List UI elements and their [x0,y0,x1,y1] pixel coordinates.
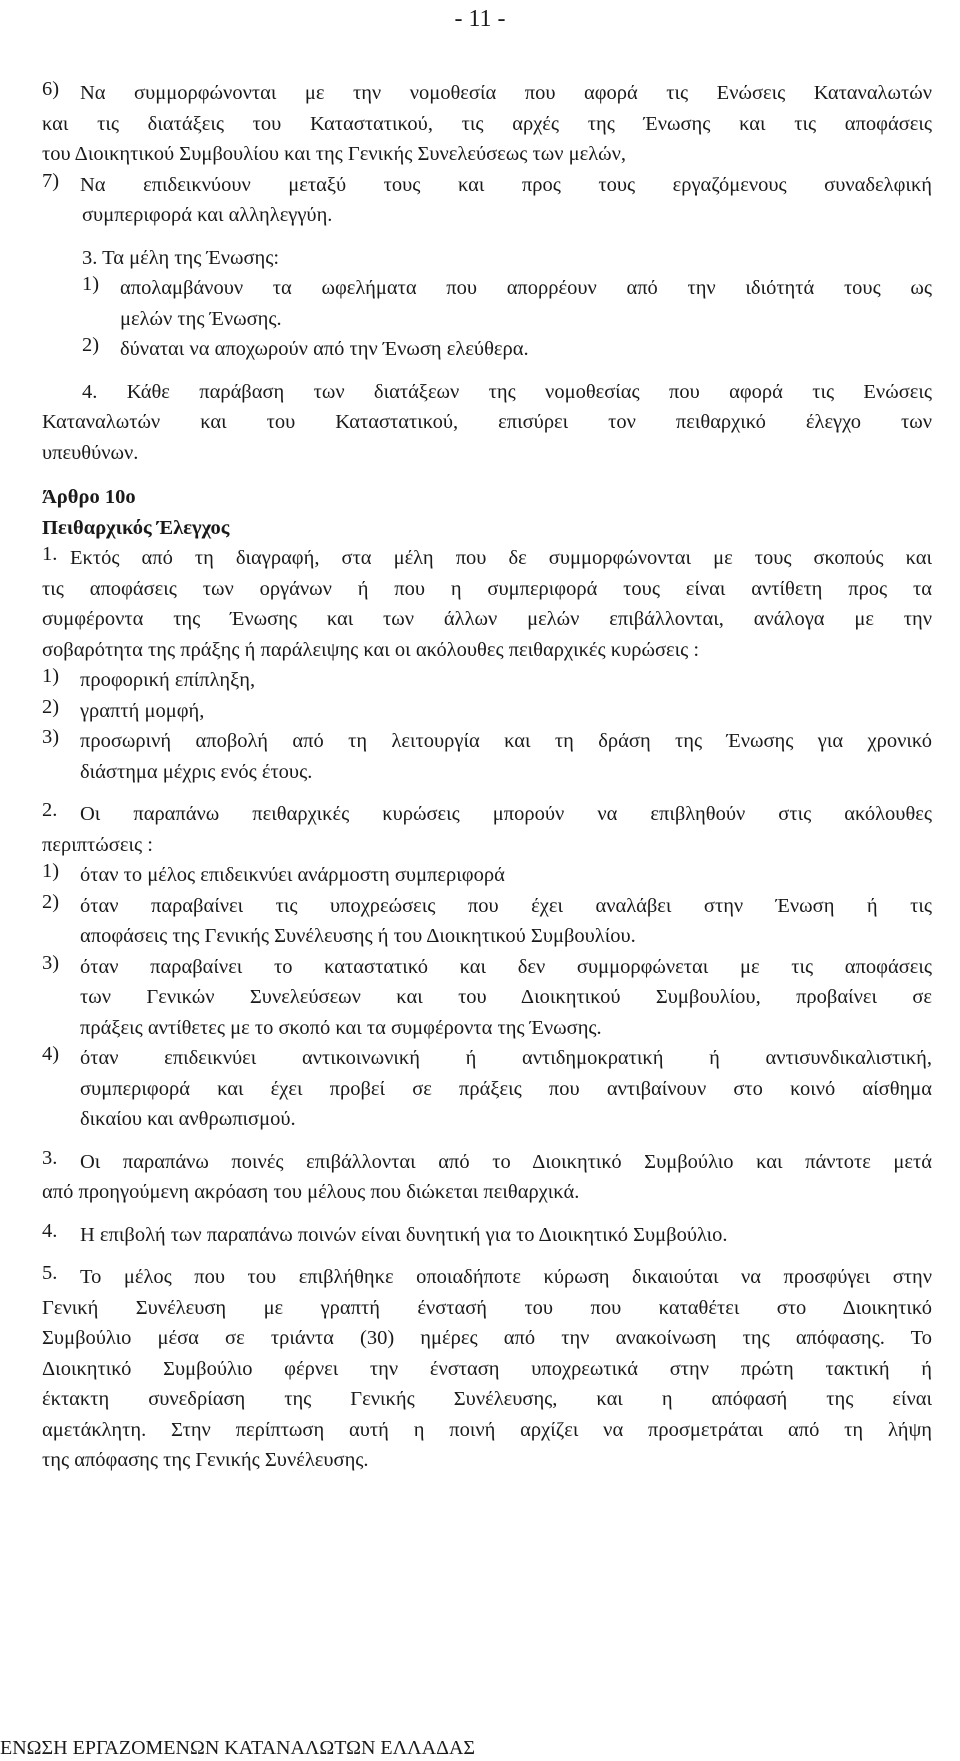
list-item [42,952,932,1044]
list-item [42,665,932,696]
paragraph [42,1262,932,1293]
text-line: συμπεριφορά και αλληλεγγύη. [82,204,333,226]
list-item [42,1043,932,1135]
page-footer: ΕΝΩΣΗ ΕΡΓΑΖΟΜΕΝΩΝ ΚΑΤΑΝΑΛΩΤΩΝ ΕΛΛΑΔΑΣ [0,1737,476,1759]
text-line: Να συμμορφώνονται με την νομοθεσία που αφορά τις Ενώσεις Καταναλωτών [80,82,932,104]
text-line: απολαμβάνουν τα ωφελήματα που απορρέουν από την ιδιότητά τους ως [120,277,932,299]
item-number: 1) [42,860,60,882]
text-line: 4. Κάθε παράβαση των διατάξεων της νομοθεσίας που αφορά τις Ενώσεις [82,380,932,403]
paragraph-number: 3. [42,1146,58,1169]
text-line: συμπεριφορά και έχει προβεί σε πράξεις που αντιβαίνουν στο κοινό αίσθημα [80,1077,932,1100]
page-content [42,78,932,1476]
text-line: Το μέλος που του επιβλήθηκε οποιαδήποτε κύρωση δικαιούται να προσφύγει στην [80,1266,932,1288]
list-item [42,334,932,365]
article-number: Άρθρο 10ο [42,486,136,508]
text-line: Οι παραπάνω ποινές επιβάλλονται από το Διοικητικό Συμβούλιο και πάντοτε μετά [80,1150,932,1173]
paragraph [42,543,932,574]
text-line: προφορική επίπληξη, [80,669,256,691]
list-item [42,170,932,201]
text-line: όταν παραβαίνει το καταστατικό και δεν συμμορφώνεται με τις αποφάσεις [80,955,932,978]
list-item [42,696,932,727]
text-line: αποφάσεις της Γενικής Συνέλευσης ή του Διοικητικού Συμβουλίου. [80,925,636,947]
text-line: όταν επιδεικνύει αντικοινωνική ή αντιδημοκρατική ή αντισυνδικαλιστική, [80,1047,932,1069]
text-line: από προηγούμενη ακρόαση του μέλους που διώκεται πειθαρχικά. [42,1181,580,1203]
text-line: Να επιδεικνύουν μεταξύ τους και προς τους εργαζόμενους συναδελφική [80,173,932,196]
item-number: 1) [42,665,60,687]
text-line: διάστημα μέχρις ενός έτους. [80,760,313,783]
item-number: 4) [42,1043,60,1065]
paragraph-number: 1. [42,543,58,565]
item-number: 3) [42,726,60,748]
item-number: 2) [42,695,60,718]
item-number: 1) [82,273,100,295]
item-number: 2) [82,334,100,356]
text-line: πράξεις αντίθετες με το σκοπό και τα συμφέροντα της Ένωσης. [80,1016,602,1039]
item-number: 6) [42,78,60,100]
list-item [42,891,932,952]
item-number: 7) [42,169,60,192]
text-line: αμετάκλητη. Στην περίπτωση αυτή η ποινή αρχίζει να προσμετράται από τη λήψη [42,1418,932,1441]
page-number: - 11 - [454,6,506,32]
text-line: των Γενικών Συνελεύσεων και του Διοικητικού Συμβουλίου, προβαίνει σε [80,986,932,1008]
text-line: μελών της Ένωσης. [120,307,282,330]
paragraph-number: 4. [42,1219,58,1242]
text-line: όταν παραβαίνει τις υποχρεώσεις που έχει αναλάβει στην Ένωση ή τις [80,894,932,917]
paragraph-number: 2. [42,799,58,821]
text-line: σοβαρότητα της πράξης ή παράλειψης και οι ακόλουθες πειθαρχικές κυρώσεις : [42,638,700,661]
paragraph [42,799,932,830]
text-line: Συμβούλιο μέσα σε τριάντα (30) ημέρες από την ανακοίνωση της απόφασης. Το [42,1327,932,1349]
text-line: Διοικητικό Συμβούλιο φέρνει την ένσταση υποχρεωτικά στην πρώτη τακτική ή [42,1357,932,1380]
list-item [42,860,932,891]
text-line: Εκτός από τη διαγραφή, στα μέλη που δε συμμορφώνονται με τους σκοπούς και [70,547,932,569]
paragraph-number: 5. [42,1262,58,1284]
text-line: δικαίου και ανθρωπισμού. [80,1108,296,1130]
text-line: υπευθύνων. [42,441,139,464]
text-line: Γενική Συνέλευση με γραπτή ένστασή του που καταθέτει στο Διοικητικό [42,1296,932,1319]
text-line: περιπτώσεις : [42,833,153,856]
list-item [42,726,932,787]
text-line: της απόφασης της Γενικής Συνέλευσης. [42,1449,369,1471]
text-line: έκτακτη συνεδρίαση της Γενικής Συνέλευσης, και η απόφασή της είναι [42,1388,932,1410]
list-item [42,78,932,109]
text-line: προσωρινή αποβολή από τη λειτουργία και τη δράση της Ένωσης για χρονικό [80,730,932,752]
article-title: Πειθαρχικός Έλεγχος [42,516,230,539]
text-line: Καταναλωτών και του Καταστατικού, επισύρει τον πειθαρχικό έλεγχο των [42,411,932,433]
text-line: του Διοικητικού Συμβουλίου και της Γενικής Συνελεύσεως των μελών, [42,143,627,165]
text-line: Οι παραπάνω πειθαρχικές κυρώσεις μπορούν να επιβληθούν στις ακόλουθες [80,803,932,825]
list-item [42,273,932,334]
text-line: και τις διατάξεις του Καταστατικού, τις αρχές της Ένωσης και τις αποφάσεις [42,112,932,135]
paragraph [42,1147,932,1178]
section-heading: 3. Τα μέλη της Ένωσης: [82,246,280,269]
text-line: δύναται να αποχωρούν από την Ένωση ελεύθερα. [120,338,529,360]
text-line: συμφέροντα της Ένωσης και των άλλων μελών επιβάλλονται, ανάλογα με την [42,608,932,630]
text-line: όταν το μέλος επιδεικνύει ανάρμοστη συμπεριφορά [80,864,505,886]
item-number: 3) [42,951,60,974]
item-number: 2) [42,890,60,913]
text-line: Η επιβολή των παραπάνω ποινών είναι δυνητική για το Διοικητικό Συμβούλιο. [80,1223,728,1246]
paragraph [42,1220,932,1251]
text-line: τις αποφάσεις των οργάνων ή που η συμπεριφορά τους είναι αντίθετη προς τα [42,577,932,600]
text-line: γραπτή μομφή, [80,699,205,722]
